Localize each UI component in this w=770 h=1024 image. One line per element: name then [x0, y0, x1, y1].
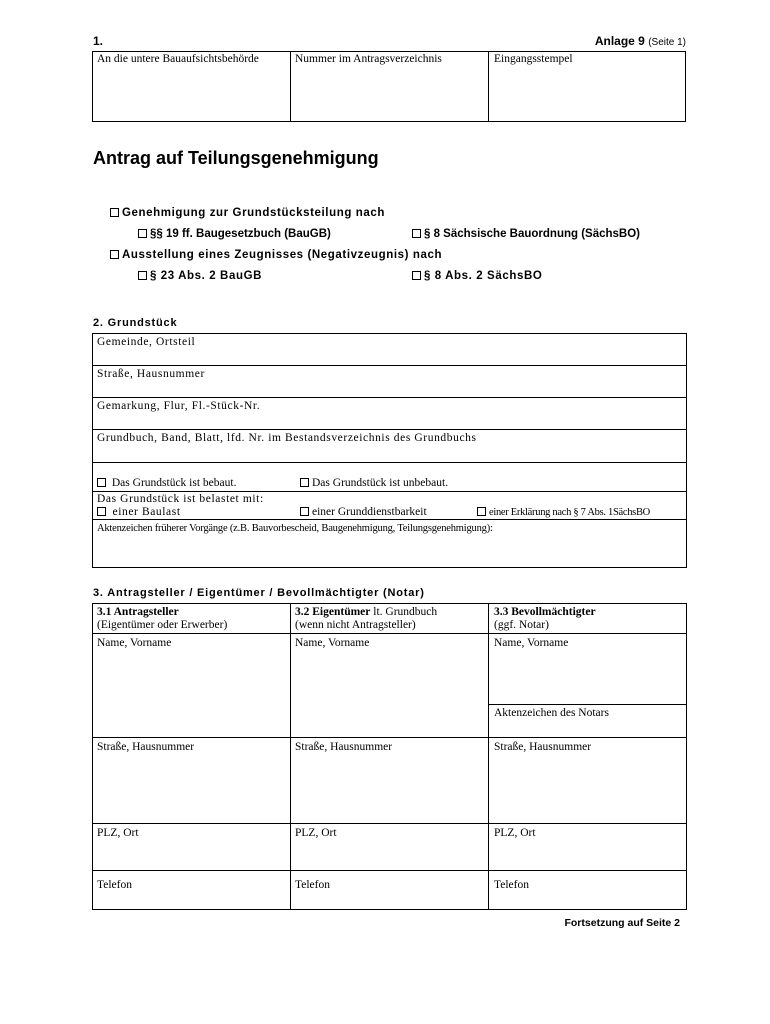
option-saechsbo[interactable]: § 8 Sächsische Bauordnung (SächsBO) [412, 228, 640, 240]
checkbox[interactable] [97, 507, 106, 516]
grundbuch-field[interactable]: Grundbuch, Band, Blatt, lfd. Nr. im Bestandsverzeichnis des Grundbuchs [97, 432, 477, 444]
col-bevollmaechtigter-header: 3.3 Bevollmächtigter (ggf. Notar) [494, 606, 596, 631]
grunddienst-option[interactable]: einer Grunddienstbarkeit [300, 506, 427, 519]
antragsteller-box [92, 603, 687, 910]
gemarkung-field[interactable]: Gemarkung, Flur, Fl.-Stück-Nr. [97, 400, 261, 412]
checkbox[interactable] [138, 229, 147, 238]
checkbox[interactable] [110, 208, 119, 217]
section-2-heading: 2. Grundstück [93, 317, 178, 329]
checkbox[interactable] [110, 250, 119, 259]
bevollmaechtigter-name-field[interactable]: Name, Vorname [494, 637, 569, 649]
checkbox[interactable] [477, 507, 486, 516]
checkbox[interactable] [300, 507, 309, 516]
page-indicator: (Seite 1) [648, 37, 686, 48]
aktenzeichen-field[interactable]: Aktenzeichen früherer Vorgänge (z.B. Bauvorbescheid, Baugenehmigung, Teilungsgenehmigung): [97, 523, 493, 534]
antragsteller-strasse-field[interactable]: Straße, Hausnummer [97, 741, 195, 753]
receipt-stamp-field[interactable]: Eingangsstempel [494, 53, 573, 65]
bebaut-option[interactable]: Das Grundstück ist bebaut. [97, 477, 236, 490]
option-ausstellung[interactable]: Ausstellung eines Zeugnisses (Negativzeugnis) nach [110, 249, 442, 261]
eigentuemer-name-field[interactable]: Name, Vorname [295, 637, 370, 649]
option-genehmigung[interactable]: Genehmigung zur Grundstücksteilung nach [110, 207, 385, 219]
notar-aktenzeichen-field[interactable]: Aktenzeichen des Notars [494, 707, 609, 719]
bevollmaechtigter-telefon-field[interactable]: Telefon [494, 879, 529, 891]
eigentuemer-plz-field[interactable]: PLZ, Ort [295, 827, 337, 839]
antragsteller-plz-field[interactable]: PLZ, Ort [97, 827, 139, 839]
anlage-label [595, 34, 686, 48]
gemeinde-field[interactable]: Gemeinde, Ortsteil [97, 336, 196, 348]
erklaerung-option[interactable]: einer Erklärung nach § 7 Abs. 1SächsBO [477, 506, 650, 519]
section-number: 1. [93, 34, 104, 48]
unbebaut-option[interactable]: Das Grundstück ist unbebaut. [300, 477, 448, 490]
checkbox[interactable] [138, 271, 147, 280]
continuation-note: Fortsetzung auf Seite 2 [564, 917, 680, 929]
checkbox[interactable] [412, 271, 421, 280]
page-title: Antrag auf Teilungsgenehmigung [93, 148, 379, 168]
authority-field[interactable]: An die untere Bauaufsichtsbehörde [97, 53, 259, 65]
bevollmaechtigter-strasse-field[interactable]: Straße, Hausnummer [494, 741, 592, 753]
eigentuemer-strasse-field[interactable]: Straße, Hausnummer [295, 741, 393, 753]
option-baugb23[interactable]: § 23 Abs. 2 BauGB [138, 270, 262, 282]
col-antragsteller-header: 3.1 Antragsteller (Eigentümer oder Erwerber) [97, 606, 228, 631]
option-baugb[interactable]: §§ 19 ff. Baugesetzbuch (BauGB) [138, 228, 331, 240]
antragsteller-name-field[interactable]: Name, Vorname [97, 637, 172, 649]
option-saechsbo8[interactable]: § 8 Abs. 2 SächsBO [412, 270, 542, 282]
anlage-number: Anlage 9 [594, 34, 645, 48]
baulast-option[interactable]: einer Baulast [97, 506, 181, 519]
antragsteller-telefon-field[interactable]: Telefon [97, 879, 132, 891]
eigentuemer-telefon-field[interactable]: Telefon [295, 879, 330, 891]
bevollmaechtigter-plz-field[interactable]: PLZ, Ort [494, 827, 536, 839]
checkbox[interactable] [97, 478, 106, 487]
col-eigentuemer-header: 3.2 Eigentümer lt. Grundbuch (wenn nicht Antragsteller) [295, 606, 438, 631]
application-number-field[interactable]: Nummer im Antragsverzeichnis [295, 53, 442, 65]
checkbox[interactable] [412, 229, 421, 238]
strasse-field[interactable]: Straße, Hausnummer [97, 368, 205, 380]
belastet-label: Das Grundstück ist belastet mit: [97, 493, 264, 505]
checkbox[interactable] [300, 478, 309, 487]
section-3-heading: 3. Antragsteller / Eigentümer / Bevollmächtigter (Notar) [93, 587, 425, 599]
